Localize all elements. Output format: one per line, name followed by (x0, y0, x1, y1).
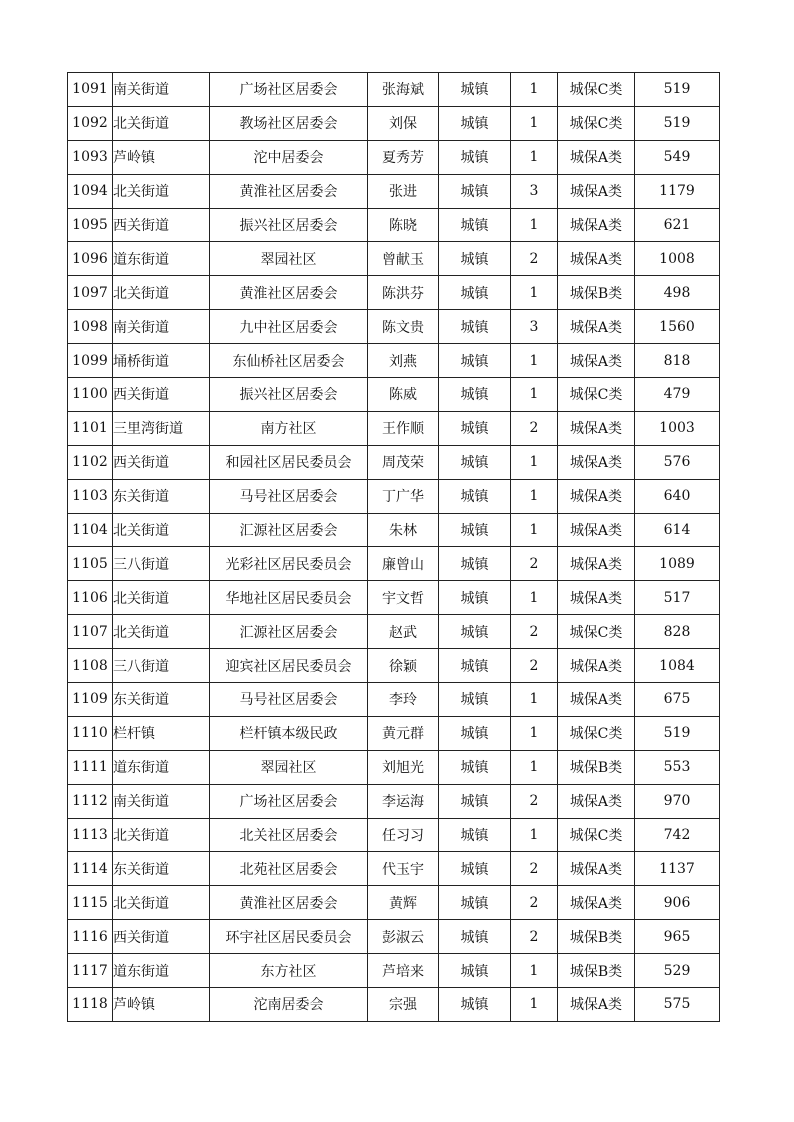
community-cell: 振兴社区居委会 (210, 378, 368, 412)
name-cell: 陈文贵 (368, 310, 439, 344)
category-cell: 城保A类 (558, 683, 635, 717)
name-cell: 黄元群 (368, 716, 439, 750)
community-cell: 黄淮社区居委会 (210, 886, 368, 920)
table-row (68, 615, 720, 649)
row-number-cell: 1093 (68, 140, 113, 174)
household-type-cell: 城镇 (439, 445, 511, 479)
table-row (68, 479, 720, 513)
street-cell: 三里湾街道 (113, 411, 210, 445)
row-number-cell: 1097 (68, 276, 113, 310)
community-cell: 栏杆镇本级民政 (210, 716, 368, 750)
person-count-cell: 1 (511, 513, 558, 547)
table-row (68, 716, 720, 750)
community-cell: 南方社区 (210, 411, 368, 445)
person-count-cell: 1 (511, 683, 558, 717)
amount-cell: 1089 (635, 547, 720, 581)
community-cell: 环宇社区居民委员会 (210, 920, 368, 954)
name-cell: 任习习 (368, 818, 439, 852)
household-type-cell: 城镇 (439, 174, 511, 208)
name-cell: 宗强 (368, 988, 439, 1022)
street-cell: 芦岭镇 (113, 988, 210, 1022)
amount-cell: 553 (635, 750, 720, 784)
amount-cell: 549 (635, 140, 720, 174)
amount-cell: 519 (635, 106, 720, 140)
amount-cell: 742 (635, 818, 720, 852)
community-cell: 教场社区居委会 (210, 106, 368, 140)
row-number-cell: 1113 (68, 818, 113, 852)
community-cell: 广场社区居委会 (210, 784, 368, 818)
table-row (68, 73, 720, 107)
table-row (68, 818, 720, 852)
row-number-cell: 1118 (68, 988, 113, 1022)
row-number-cell: 1100 (68, 378, 113, 412)
row-number-cell: 1095 (68, 208, 113, 242)
household-type-cell: 城镇 (439, 513, 511, 547)
name-cell: 宇文哲 (368, 581, 439, 615)
row-number-cell: 1102 (68, 445, 113, 479)
street-cell: 西关街道 (113, 208, 210, 242)
amount-cell: 1137 (635, 852, 720, 886)
street-cell: 埇桥街道 (113, 344, 210, 378)
household-type-cell: 城镇 (439, 750, 511, 784)
street-cell: 东关街道 (113, 479, 210, 513)
name-cell: 徐颖 (368, 649, 439, 683)
community-cell: 马号社区居委会 (210, 479, 368, 513)
name-cell: 彭淑云 (368, 920, 439, 954)
table-row (68, 106, 720, 140)
street-cell: 南关街道 (113, 784, 210, 818)
name-cell: 张进 (368, 174, 439, 208)
amount-cell: 576 (635, 445, 720, 479)
street-cell: 道东街道 (113, 750, 210, 784)
household-type-cell: 城镇 (439, 818, 511, 852)
row-number-cell: 1094 (68, 174, 113, 208)
household-type-cell: 城镇 (439, 716, 511, 750)
amount-cell: 498 (635, 276, 720, 310)
street-cell: 西关街道 (113, 378, 210, 412)
street-cell: 栏杆镇 (113, 716, 210, 750)
row-number-cell: 1096 (68, 242, 113, 276)
person-count-cell: 1 (511, 208, 558, 242)
row-number-cell: 1111 (68, 750, 113, 784)
person-count-cell: 2 (511, 784, 558, 818)
amount-cell: 575 (635, 988, 720, 1022)
street-cell: 西关街道 (113, 920, 210, 954)
street-cell: 道东街道 (113, 242, 210, 276)
community-cell: 黄淮社区居委会 (210, 276, 368, 310)
row-number-cell: 1104 (68, 513, 113, 547)
amount-cell: 1003 (635, 411, 720, 445)
table-row (68, 852, 720, 886)
person-count-cell: 1 (511, 581, 558, 615)
household-type-cell: 城镇 (439, 310, 511, 344)
community-cell: 北苑社区居委会 (210, 852, 368, 886)
name-cell: 李玲 (368, 683, 439, 717)
person-count-cell: 1 (511, 479, 558, 513)
street-cell: 芦岭镇 (113, 140, 210, 174)
row-number-cell: 1108 (68, 649, 113, 683)
community-cell: 翠园社区 (210, 750, 368, 784)
street-cell: 南关街道 (113, 310, 210, 344)
amount-cell: 828 (635, 615, 720, 649)
name-cell: 夏秀芳 (368, 140, 439, 174)
row-number-cell: 1092 (68, 106, 113, 140)
category-cell: 城保B类 (558, 954, 635, 988)
table-row (68, 513, 720, 547)
person-count-cell: 1 (511, 716, 558, 750)
name-cell: 赵武 (368, 615, 439, 649)
name-cell: 芦培来 (368, 954, 439, 988)
row-number-cell: 1101 (68, 411, 113, 445)
category-cell: 城保B类 (558, 276, 635, 310)
table-row (68, 411, 720, 445)
table-row (68, 344, 720, 378)
table-row (68, 378, 720, 412)
street-cell: 东关街道 (113, 852, 210, 886)
person-count-cell: 1 (511, 954, 558, 988)
name-cell: 张海斌 (368, 73, 439, 107)
amount-cell: 640 (635, 479, 720, 513)
person-count-cell: 2 (511, 547, 558, 581)
community-cell: 汇源社区居委会 (210, 615, 368, 649)
table-row (68, 649, 720, 683)
street-cell: 北关街道 (113, 886, 210, 920)
name-cell: 王作顺 (368, 411, 439, 445)
community-cell: 北关社区居委会 (210, 818, 368, 852)
street-cell: 北关街道 (113, 174, 210, 208)
community-cell: 振兴社区居委会 (210, 208, 368, 242)
category-cell: 城保A类 (558, 784, 635, 818)
street-cell: 北关街道 (113, 581, 210, 615)
community-cell: 迎宾社区居民委员会 (210, 649, 368, 683)
amount-cell: 1179 (635, 174, 720, 208)
name-cell: 刘旭光 (368, 750, 439, 784)
name-cell: 刘保 (368, 106, 439, 140)
community-cell: 沱中居委会 (210, 140, 368, 174)
table-row (68, 140, 720, 174)
table-row (68, 445, 720, 479)
category-cell: 城保A类 (558, 344, 635, 378)
community-cell: 东仙桥社区居委会 (210, 344, 368, 378)
household-type-cell: 城镇 (439, 615, 511, 649)
table-row (68, 784, 720, 818)
amount-cell: 519 (635, 73, 720, 107)
community-cell: 翠园社区 (210, 242, 368, 276)
row-number-cell: 1099 (68, 344, 113, 378)
row-number-cell: 1117 (68, 954, 113, 988)
amount-cell: 1008 (635, 242, 720, 276)
name-cell: 陈洪芬 (368, 276, 439, 310)
name-cell: 丁广华 (368, 479, 439, 513)
household-type-cell: 城镇 (439, 479, 511, 513)
community-cell: 和园社区居民委员会 (210, 445, 368, 479)
household-type-cell: 城镇 (439, 920, 511, 954)
table-row (68, 750, 720, 784)
category-cell: 城保C类 (558, 818, 635, 852)
household-type-cell: 城镇 (439, 73, 511, 107)
person-count-cell: 2 (511, 920, 558, 954)
category-cell: 城保A类 (558, 886, 635, 920)
household-type-cell: 城镇 (439, 886, 511, 920)
household-type-cell: 城镇 (439, 581, 511, 615)
table-body (68, 73, 720, 1022)
amount-cell: 818 (635, 344, 720, 378)
category-cell: 城保A类 (558, 581, 635, 615)
category-cell: 城保A类 (558, 445, 635, 479)
row-number-cell: 1098 (68, 310, 113, 344)
street-cell: 三八街道 (113, 547, 210, 581)
row-number-cell: 1116 (68, 920, 113, 954)
category-cell: 城保C类 (558, 73, 635, 107)
name-cell: 朱林 (368, 513, 439, 547)
household-type-cell: 城镇 (439, 547, 511, 581)
person-count-cell: 1 (511, 106, 558, 140)
table-row (68, 310, 720, 344)
table-row (68, 174, 720, 208)
name-cell: 周茂荣 (368, 445, 439, 479)
row-number-cell: 1112 (68, 784, 113, 818)
row-number-cell: 1110 (68, 716, 113, 750)
category-cell: 城保A类 (558, 547, 635, 581)
household-type-cell: 城镇 (439, 378, 511, 412)
category-cell: 城保B类 (558, 750, 635, 784)
table-row (68, 920, 720, 954)
row-number-cell: 1115 (68, 886, 113, 920)
category-cell: 城保A类 (558, 988, 635, 1022)
table-row (68, 581, 720, 615)
community-cell: 广场社区居委会 (210, 73, 368, 107)
table-row (68, 276, 720, 310)
category-cell: 城保C类 (558, 615, 635, 649)
name-cell: 黄辉 (368, 886, 439, 920)
person-count-cell: 2 (511, 242, 558, 276)
amount-cell: 517 (635, 581, 720, 615)
person-count-cell: 3 (511, 310, 558, 344)
category-cell: 城保C类 (558, 378, 635, 412)
person-count-cell: 1 (511, 344, 558, 378)
person-count-cell: 2 (511, 615, 558, 649)
row-number-cell: 1114 (68, 852, 113, 886)
street-cell: 南关街道 (113, 73, 210, 107)
table-row (68, 547, 720, 581)
street-cell: 三八街道 (113, 649, 210, 683)
table-row (68, 954, 720, 988)
street-cell: 西关街道 (113, 445, 210, 479)
household-type-cell: 城镇 (439, 988, 511, 1022)
household-type-cell: 城镇 (439, 784, 511, 818)
table-row (68, 886, 720, 920)
community-cell: 东方社区 (210, 954, 368, 988)
amount-cell: 529 (635, 954, 720, 988)
category-cell: 城保A类 (558, 852, 635, 886)
category-cell: 城保A类 (558, 242, 635, 276)
household-type-cell: 城镇 (439, 344, 511, 378)
category-cell: 城保A类 (558, 649, 635, 683)
street-cell: 北关街道 (113, 106, 210, 140)
amount-cell: 970 (635, 784, 720, 818)
table-row (68, 988, 720, 1022)
street-cell: 北关街道 (113, 276, 210, 310)
person-count-cell: 1 (511, 988, 558, 1022)
street-cell: 道东街道 (113, 954, 210, 988)
person-count-cell: 1 (511, 276, 558, 310)
household-type-cell: 城镇 (439, 411, 511, 445)
name-cell: 曾献玉 (368, 242, 439, 276)
household-type-cell: 城镇 (439, 954, 511, 988)
household-type-cell: 城镇 (439, 106, 511, 140)
street-cell: 北关街道 (113, 818, 210, 852)
household-type-cell: 城镇 (439, 242, 511, 276)
category-cell: 城保A类 (558, 174, 635, 208)
name-cell: 代玉宇 (368, 852, 439, 886)
community-cell: 汇源社区居委会 (210, 513, 368, 547)
table-row (68, 242, 720, 276)
category-cell: 城保C类 (558, 716, 635, 750)
category-cell: 城保A类 (558, 310, 635, 344)
amount-cell: 621 (635, 208, 720, 242)
category-cell: 城保C类 (558, 106, 635, 140)
person-count-cell: 2 (511, 649, 558, 683)
community-cell: 华地社区居民委员会 (210, 581, 368, 615)
street-cell: 东关街道 (113, 683, 210, 717)
row-number-cell: 1106 (68, 581, 113, 615)
name-cell: 廉曾山 (368, 547, 439, 581)
amount-cell: 519 (635, 716, 720, 750)
name-cell: 陈威 (368, 378, 439, 412)
household-type-cell: 城镇 (439, 649, 511, 683)
household-type-cell: 城镇 (439, 852, 511, 886)
amount-cell: 906 (635, 886, 720, 920)
amount-cell: 675 (635, 683, 720, 717)
street-cell: 北关街道 (113, 513, 210, 547)
household-type-cell: 城镇 (439, 208, 511, 242)
table-row (68, 683, 720, 717)
amount-cell: 1560 (635, 310, 720, 344)
person-count-cell: 3 (511, 174, 558, 208)
category-cell: 城保A类 (558, 411, 635, 445)
street-cell: 北关街道 (113, 615, 210, 649)
category-cell: 城保A类 (558, 479, 635, 513)
data-table (67, 72, 720, 1022)
name-cell: 刘燕 (368, 344, 439, 378)
person-count-cell: 1 (511, 73, 558, 107)
category-cell: 城保A类 (558, 140, 635, 174)
community-cell: 沱南居委会 (210, 988, 368, 1022)
community-cell: 黄淮社区居委会 (210, 174, 368, 208)
category-cell: 城保A类 (558, 513, 635, 547)
person-count-cell: 1 (511, 750, 558, 784)
household-type-cell: 城镇 (439, 140, 511, 174)
person-count-cell: 1 (511, 378, 558, 412)
community-cell: 马号社区居委会 (210, 683, 368, 717)
person-count-cell: 1 (511, 445, 558, 479)
category-cell: 城保B类 (558, 920, 635, 954)
person-count-cell: 2 (511, 411, 558, 445)
community-cell: 光彩社区居民委员会 (210, 547, 368, 581)
household-type-cell: 城镇 (439, 683, 511, 717)
person-count-cell: 2 (511, 886, 558, 920)
category-cell: 城保A类 (558, 208, 635, 242)
row-number-cell: 1109 (68, 683, 113, 717)
amount-cell: 614 (635, 513, 720, 547)
amount-cell: 479 (635, 378, 720, 412)
person-count-cell: 2 (511, 852, 558, 886)
table-row (68, 208, 720, 242)
community-cell: 九中社区居委会 (210, 310, 368, 344)
amount-cell: 1084 (635, 649, 720, 683)
person-count-cell: 1 (511, 818, 558, 852)
amount-cell: 965 (635, 920, 720, 954)
row-number-cell: 1103 (68, 479, 113, 513)
household-type-cell: 城镇 (439, 276, 511, 310)
row-number-cell: 1105 (68, 547, 113, 581)
row-number-cell: 1091 (68, 73, 113, 107)
name-cell: 李运海 (368, 784, 439, 818)
name-cell: 陈晓 (368, 208, 439, 242)
person-count-cell: 1 (511, 140, 558, 174)
row-number-cell: 1107 (68, 615, 113, 649)
